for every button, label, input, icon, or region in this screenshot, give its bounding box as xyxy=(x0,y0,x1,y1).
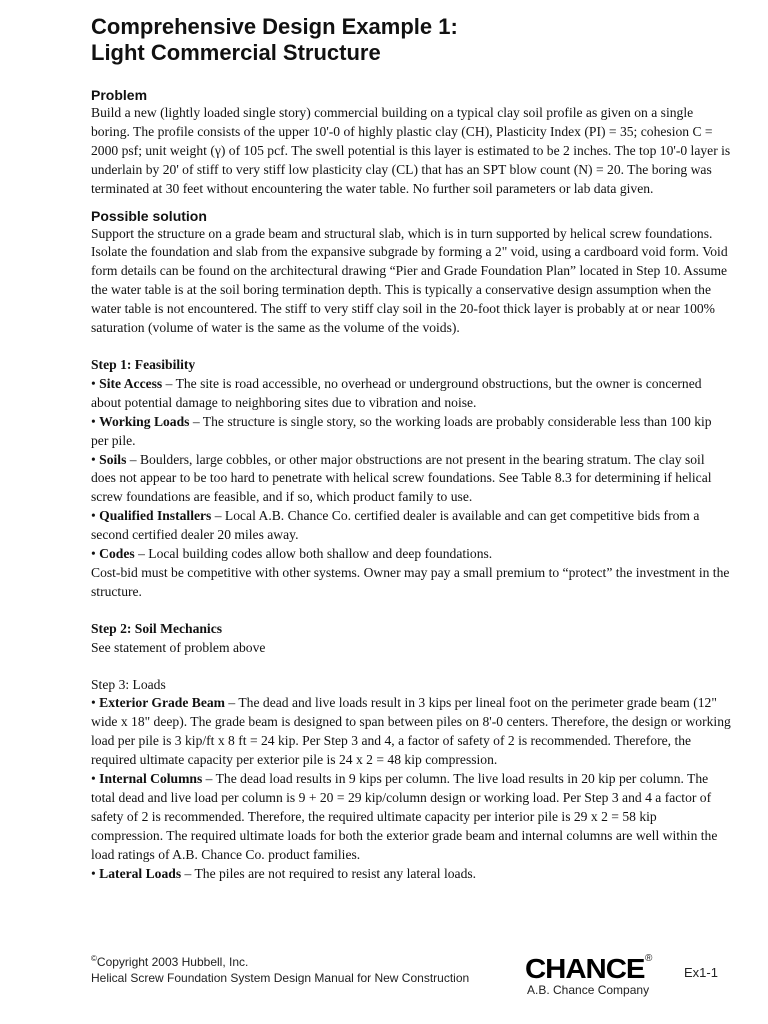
step1-bullet: • Working Loads – The structure is single story, so the working loads are probably considerable less than 100 kip per pile. xyxy=(91,413,712,448)
bullet-label: Lateral Loads xyxy=(99,865,182,881)
document-page xyxy=(91,14,731,884)
solution-text: Support the structure on a grade beam and structural slab, which is in turn supported by helical screw foundations. Isolate the foundation and slab from the expansive subgrade by forming a 2" void, using a cardboard void form. Void form details can be found on the architectural drawing “Pier and Grade Foundation Plan” located in Step 10. Assume the water table is at the soil boring termination depth. This is typically a conservative design assumption when the water table is not encountered. The stiff to very stiff clay soil in the 20-foot thick layer is probably at or near 100% saturation (volume of water is the same as the volume of the voids). xyxy=(91,225,728,336)
step2-text: See statement of problem above xyxy=(91,639,266,655)
copyright-symbol: © xyxy=(91,954,97,963)
company-name: A.B. Chance Company xyxy=(527,983,650,997)
problem-heading: Problem xyxy=(91,87,148,103)
step1-bullet: • Site Access – The site is road accessible, no overhead or underground obstructions, but the owner is concerned about potential damage to neighboring sites due to vibration and noise. xyxy=(91,375,702,410)
bullet-text: – The dead and live loads result in 3 kips per lineal foot on the perimeter grade beam (12" wide x 18" deep). The grade beam is designed to span between piles on 8'-0 centers. Therefore, the design or working load per pile is 3 kip/ft x 8 ft = 24 kip. Per Step 3 and 4, a factor of safety of 2 is recommended. Therefore, the required ultimate capacity per exterior pile is 24 x 2 = 48 kip compression. xyxy=(91,695,731,768)
bullet-text: – The structure is single story, so the working loads are probably considerable less than 100 kip per pile. xyxy=(91,413,712,448)
page-number: Ex1-1 xyxy=(684,965,718,980)
page-title xyxy=(91,14,731,66)
bullet-text: – The piles are not required to resist any lateral loads. xyxy=(181,865,477,881)
title-line-2: Light Commercial Structure xyxy=(91,40,381,65)
step1-title: Step 1: Feasibility xyxy=(91,356,196,372)
chance-logo xyxy=(523,951,657,997)
bullet-label: Working Loads xyxy=(99,413,190,429)
bullet-text: – The dead load results in 9 kips per column. The live load results in 20 kip per column. The total dead and live load per column is 9 + 20 = 29 kip/column design or working load. Per Step 3 and 4 a factor of safety of 2 is recommended. Therefore, the required ultimate capacity per interior pile is 29 x 2 = 58 kip compression. The required ultimate loads for both the exterior grade beam and internal columns are well within the load ratings of A.B. Chance Co. product families. xyxy=(91,771,718,862)
problem-text: Build a new (lightly loaded single story) commercial building on a typical clay soil profile as given on a single boring. The profile consists of the upper 10'-0 of highly plastic clay (CH), Plasticity Index (PI) = 35; cohesion C = 2000 psf; unit weight (γ) of 105 pcf. The swell potential is this layer is estimated to be 2 inches. The top 10'-0 layer is underlain by 20' of stiff to very stiff low plasticity clay (CL) that has an SPT blow count (N) = 20. The boring was terminated at 30 feet without encountering the water table. No further soil parameters or lab data given. xyxy=(91,105,731,196)
bullet-label: Exterior Grade Beam xyxy=(99,695,226,711)
step1-bullet: • Soils – Boulders, large cobbles, or other major obstructions are not present in the bearing stratum. The clay soil does not appear to be too hard to penetrate with helical screw foundations. See Table 8.3 for determining if helical screw foundations are feasible, and if so, which product family to use. xyxy=(91,451,712,505)
step3-bullet: • Internal Columns – The dead load results in 9 kips per column. The live load results in 20 kip per column. The total dead and live load per column is 9 + 20 = 29 kip/column design or working load. Per Step 3 and 4 a factor of safety of 2 is recommended. Therefore, the required ultimate capacity per interior pile is 29 x 2 = 58 kip compression. The required ultimate loads for both the exterior grade beam and internal columns are well within the load ratings of A.B. Chance Co. product families. xyxy=(91,771,718,862)
bullet-text: – Boulders, large cobbles, or other major obstructions are not present in the bearing stratum. The clay soil does not appear to be too hard to penetrate with helical screw foundations. See Table 8.3 for determining if helical screw foundations are feasible, and if so, which product family to use. xyxy=(91,451,712,505)
page-footer xyxy=(91,951,731,1011)
registered-mark: ® xyxy=(645,953,653,964)
step3-bullet: • Exterior Grade Beam – The dead and live loads result in 3 kips per lineal foot on the perimeter grade beam (12" wide x 18" deep). The grade beam is designed to span between piles on 8'-0 centers. Therefore, the design or working load per pile is 3 kip/ft x 8 ft = 24 kip. Per Step 3 and 4, a factor of safety of 2 is recommended. Therefore, the required ultimate capacity per exterior pile is 24 x 2 = 48 kip compression. xyxy=(91,695,731,768)
bullet-text: – Local A.B. Chance Co. certified dealer is available and can get competitive bids from a second certified dealer 20 miles away. xyxy=(91,508,700,543)
step1-bullet: • Qualified Installers – Local A.B. Chance Co. certified dealer is available and can get competitive bids from a second certified dealer 20 miles away. xyxy=(91,508,700,543)
step2-title: Step 2: Soil Mechanics xyxy=(91,620,223,636)
bullet-label: Site Access xyxy=(99,375,163,391)
bullet-label: Soils xyxy=(99,451,127,467)
logo-wordmark: CHANCE xyxy=(525,953,645,984)
bullet-label: Codes xyxy=(99,546,135,562)
solution-heading: Possible solution xyxy=(91,207,207,224)
bullet-label: Internal Columns xyxy=(99,771,203,787)
copyright-text: Copyright 2003 Hubbell, Inc. xyxy=(96,955,249,969)
bullet-text: – The site is road accessible, no overhead or underground obstructions, but the owner is concerned about potential damage to neighboring sites due to vibration and noise. xyxy=(91,375,702,410)
step1-bullet: • Codes – Local building codes allow both shallow and deep foundations. xyxy=(91,546,493,562)
step3-title: Step 3: Loads xyxy=(91,676,166,692)
bullet-label: Qualified Installers xyxy=(99,508,212,524)
bullet-text: – Local building codes allow both shallow and deep foundations. xyxy=(134,546,493,562)
copyright-line xyxy=(91,951,469,970)
step3-bullet: • Lateral Loads – The piles are not required to resist any lateral loads. xyxy=(91,865,477,881)
title-line-1: Comprehensive Design Example 1: xyxy=(91,14,458,39)
step1-closing: Cost-bid must be competitive with other systems. Owner may pay a small premium to “protect” the investment in the structure. xyxy=(91,564,730,599)
footer-left xyxy=(91,951,469,986)
manual-title: Helical Screw Foundation System Design Manual for New Construction xyxy=(91,971,470,985)
